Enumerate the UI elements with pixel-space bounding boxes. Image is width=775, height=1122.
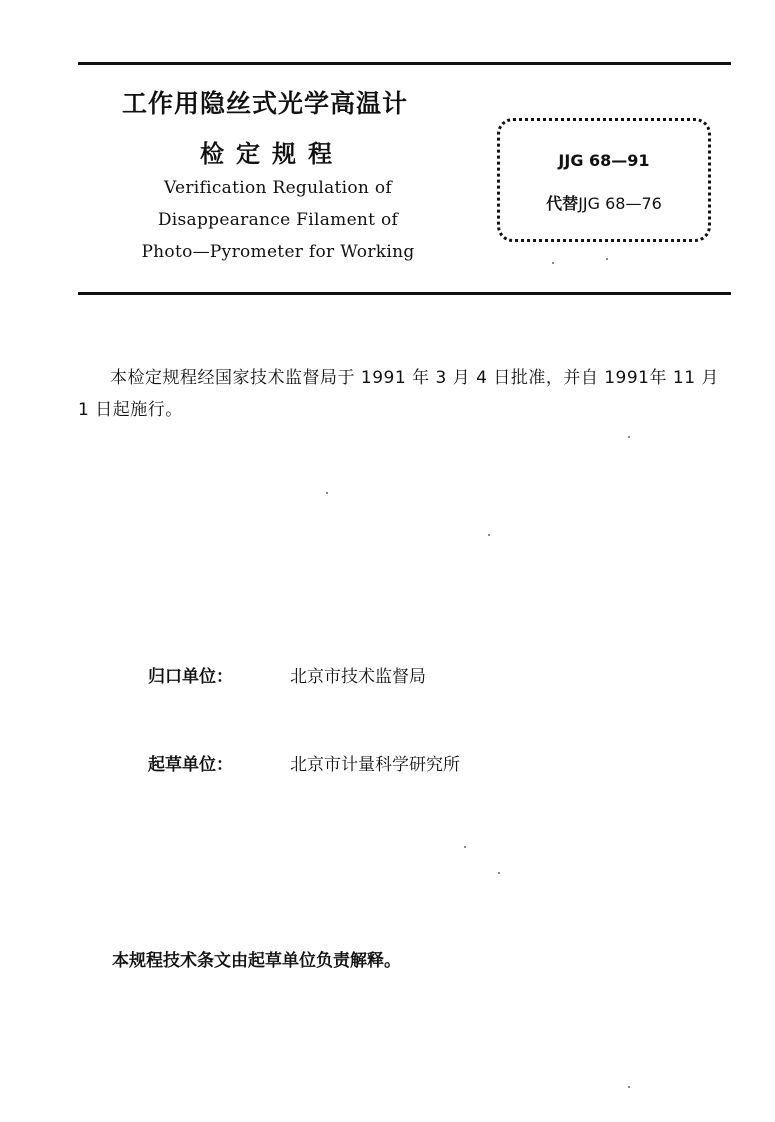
- top-rule: [78, 62, 731, 65]
- responsible-unit-row: [148, 662, 426, 687]
- responsible-unit-value: 北京市技术监督局: [290, 667, 426, 687]
- title-en-line-1: Verification Regulation of: [163, 178, 393, 198]
- responsible-unit-label: 归口单位：: [148, 667, 233, 687]
- document-title-cn: 工作用隐丝式光学高温计: [122, 89, 409, 118]
- drafting-unit-value: 北京市计量科学研究所: [290, 755, 460, 775]
- scan-speck: [628, 436, 630, 438]
- scan-speck: [606, 258, 608, 260]
- scan-speck: [628, 1086, 630, 1088]
- replaces-code: [500, 191, 708, 214]
- document-subtitle-cn: 检定规程: [200, 140, 344, 168]
- document-title-en: [118, 172, 438, 268]
- scan-speck: [464, 846, 466, 848]
- title-en-line-2: Disappearance Filament of: [157, 210, 399, 230]
- replaces-prefix: 代替: [546, 194, 579, 213]
- scan-speck: [326, 492, 328, 494]
- title-en-line-3: Photo—Pyrometer for Working: [141, 242, 415, 262]
- interpretation-note: 本规程技术条文由起草单位负责解释。: [112, 951, 401, 971]
- bottom-rule: [78, 292, 731, 295]
- scan-speck: [488, 534, 490, 536]
- scan-speck: [552, 262, 554, 264]
- regulation-code-box: [497, 118, 711, 242]
- scan-speck: [498, 872, 500, 874]
- drafting-unit-label: 起草单位：: [148, 755, 233, 775]
- approval-statement: 本检定规程经国家技术监督局于 1991 年 3 月 4 日批准，并自 1991年 11 月 1 日起施行。: [78, 368, 719, 420]
- regulation-code-text: JJG 68—91: [558, 151, 650, 170]
- replaces-code-text: JJG 68—76: [578, 194, 662, 213]
- regulation-code: [500, 151, 708, 170]
- drafting-unit-row: [148, 750, 460, 775]
